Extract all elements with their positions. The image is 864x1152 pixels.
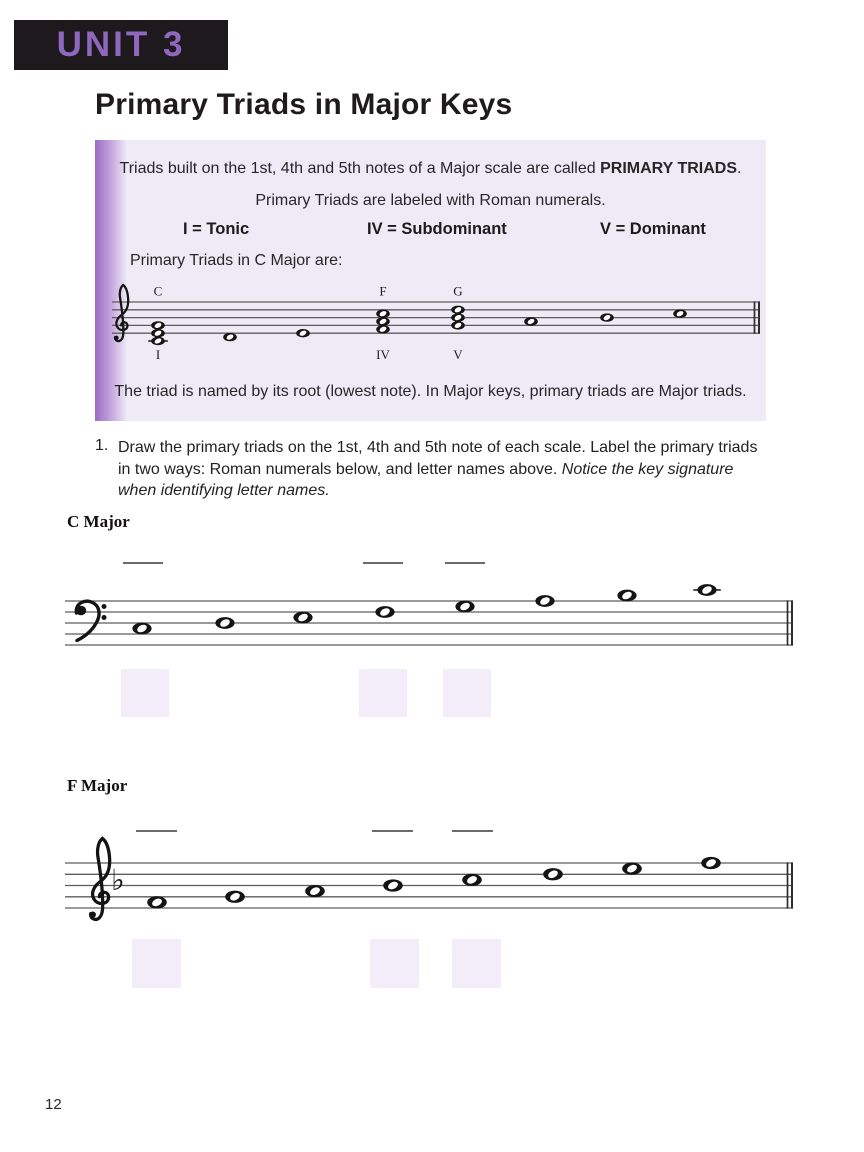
roman-numeral-answer-box[interactable] xyxy=(132,939,181,988)
exercise-text: Draw the primary triads on the 1st, 4th and 5th note of each scale. Label the primary triads in two ways: Roman numerals below, and letter names above. xyxy=(118,439,758,478)
triad-numeral-label: V xyxy=(453,346,463,362)
roman-numeral-answer-box[interactable] xyxy=(452,939,501,988)
exercise-instructions xyxy=(118,437,758,502)
unit-badge-label: UNIT 3 xyxy=(56,25,186,64)
c-major-intro-line: Primary Triads in C Major are: xyxy=(130,252,343,269)
triad-letter-label: G xyxy=(453,283,463,299)
triad-letter-label: C xyxy=(153,283,163,299)
flat-icon: ♭ xyxy=(111,862,125,897)
letter-name-answer-blank[interactable] xyxy=(445,562,485,564)
f-major-scale-staff xyxy=(60,820,800,945)
intro-period: . xyxy=(737,160,742,177)
section-heading-f-major: F Major xyxy=(67,776,128,795)
letter-name-answer-blank[interactable] xyxy=(123,562,163,564)
intro-bold-text: PRIMARY TRIADS xyxy=(600,160,738,177)
exercise-number: 1. xyxy=(95,437,109,454)
c-major-scale-staff xyxy=(60,575,800,675)
roman-numeral-answer-box[interactable] xyxy=(370,939,419,988)
legend-subdominant: IV = Subdominant xyxy=(367,220,507,238)
info-footer-line: The triad is named by its root (lowest note). In Major keys, primary triads are Major triads. xyxy=(114,383,747,400)
triad-numeral-label: IV xyxy=(376,346,390,362)
legend-dominant: V = Dominant xyxy=(600,220,706,238)
unit-badge xyxy=(14,20,228,70)
info-intro-line xyxy=(95,160,766,178)
exercise-text-italic: Notice the key signature when identifying letter names. xyxy=(118,460,734,499)
roman-numeral-answer-box[interactable] xyxy=(121,669,169,717)
letter-name-answer-blank[interactable] xyxy=(372,830,413,832)
letter-name-answer-blank[interactable] xyxy=(452,830,493,832)
legend-tonic: I = Tonic xyxy=(183,220,250,238)
triad-numeral-label: I xyxy=(155,346,161,362)
example-staff-c-major-triads xyxy=(95,280,766,375)
roman-numeral-answer-box[interactable] xyxy=(443,669,491,717)
letter-name-answer-blank[interactable] xyxy=(363,562,403,564)
page-number: 12 xyxy=(45,1096,62,1113)
intro-text: Triads built on the 1st, 4th and 5th notes of a Major scale are called xyxy=(119,160,601,177)
letter-name-answer-blank[interactable] xyxy=(136,830,177,832)
roman-numeral-answer-box[interactable] xyxy=(359,669,407,717)
treble-clef-icon xyxy=(90,838,110,919)
section-heading-c-major: C Major xyxy=(67,512,130,531)
roman-numerals-line: Primary Triads are labeled with Roman numerals. xyxy=(255,192,606,209)
triad-letter-label: F xyxy=(379,283,387,299)
page-title: Primary Triads in Major Keys xyxy=(95,88,513,121)
